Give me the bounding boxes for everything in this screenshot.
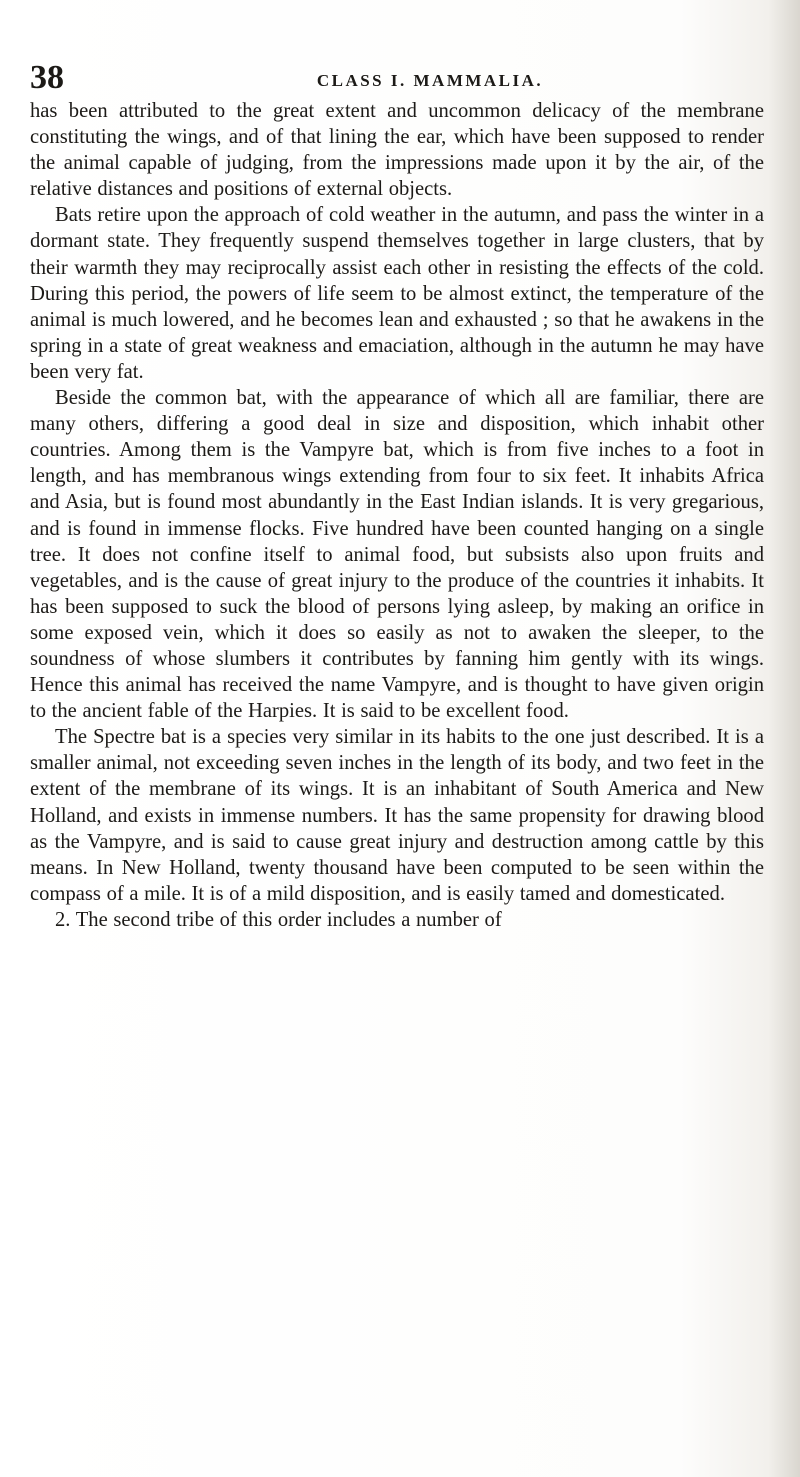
- paragraph-spectre-bat: The Spectre bat is a species very similar in its habits to the one just described. It is a smaller animal, not exceeding seven inches in the length of its body, and two feet in the extent of the membrane of its wings. It is an inhabitant of South America and New Holland, and exists in immense numbers. It has the same propensity for drawing blood as the Vampyre, and is said to cause great injury and destruction among cattle by this means. In New Holland, twenty thousand have been computed to be seen within the compass of a mile. It is of a mild disposition, and is easily tamed and domesticated.: [30, 726, 764, 905]
- paragraph-continued: has been attributed to the great extent and uncommon delicacy of the membrane constituting the wings, and of that lining the ear, which have been supposed to render the animal capable of judging, from the impressions made upon it by the air, of the relative distances and positions of external objects.: [30, 100, 764, 201]
- body-text: [30, 98, 764, 933]
- paragraph-second-tribe: 2. The second tribe of this order includes a number of: [55, 908, 502, 931]
- paragraph-bat-hibernation: Bats retire upon the approach of cold weather in the autumn, and pass the winter in a dormant state. They frequently suspend themselves together in large clusters, that by their warmth they may reciprocally assist each other in resisting the effects of the cold. During this period, the powers of life seem to be almost extinct, the temperature of the animal is much lowered, and he becomes lean and exhausted ; so that he awakens in the spring in a state of great weakness and emaciation, although in the autumn he may have been very fat.: [30, 204, 764, 383]
- running-head: CLASS I. MAMMALIA.: [316, 71, 544, 90]
- page-header: [30, 58, 770, 98]
- page-number: 38: [30, 59, 64, 96]
- paragraph-vampyre-bat: Beside the common bat, with the appearance of which all are familiar, there are many others, differing a good deal in size and disposition, which inhabit other countries. Among them is the Vampyre bat, which is from five inches to a foot in length, and has membranous wings extending from four to six feet. It inhabits Africa and Asia, but is found most abundantly in the East Indian islands. It is very gregarious, and is found in immense flocks. Five hundred have been counted hanging on a single tree. It does not confine itself to animal food, but subsists also upon fruits and vegetables, and is the cause of great injury to the produce of the countries it inhabits. It has been supposed to suck the blood of persons lying asleep, by making an orifice in some exposed vein, which it does so easily as not to awaken the sleeper, to the soundness of whose slumbers it contributes by fanning him gently with its wings. Hence this animal has received the name Vampyre, and is thought to have given origin to the ancient fable of the Harpies. It is said to be excellent food.: [30, 387, 764, 723]
